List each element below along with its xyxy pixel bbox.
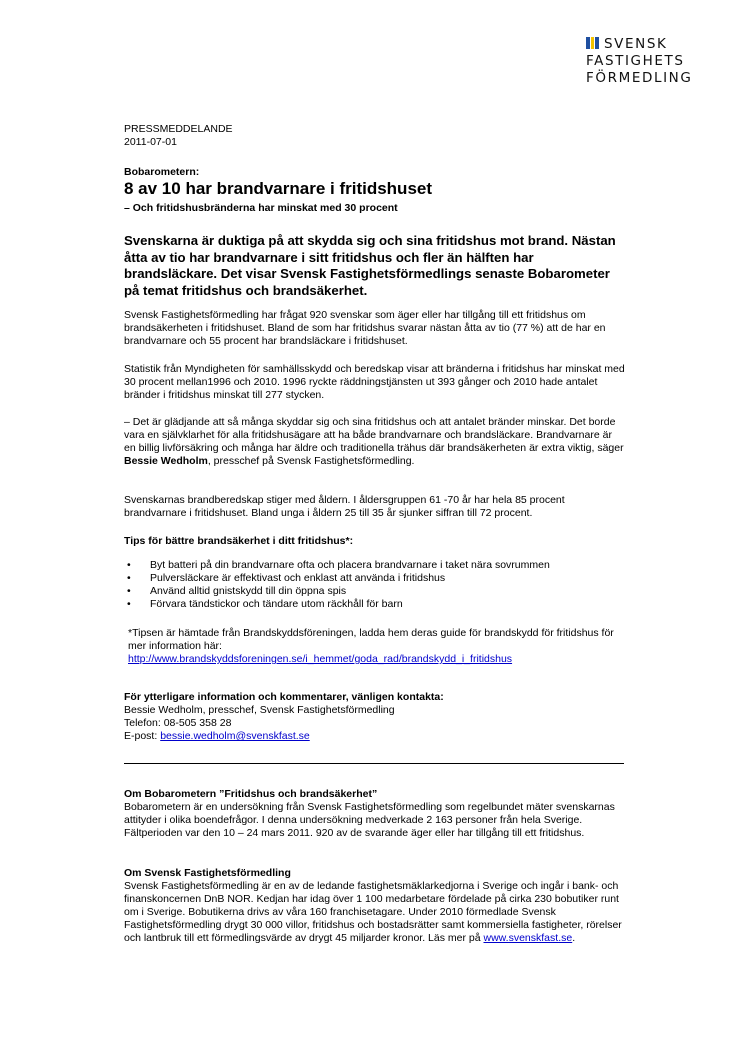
body-paragraph-2: Statistik från Myndigheten för samhällsskydd och beredskap visar att bränderna i fritidshus har minskat med 30 procent mellan1996 och 2010. 1996 ryckte räddningstjänsten ut 393 gånger och 2010 hade antalet bränder i fritidshus minskat till 277 stycken. <box>124 363 625 401</box>
email-label: E-post: <box>124 730 161 742</box>
company-logo <box>586 36 706 87</box>
contact-phone: Telefon: 08-505 358 28 <box>124 717 232 729</box>
about-bobarometern <box>124 788 626 840</box>
body-paragraph-3 <box>124 416 626 468</box>
brandskydd-link[interactable]: http://www.brandskyddsforeningen.se/i_hemmet/goda_rad/brandskydd_i_fritidshus <box>128 653 513 665</box>
logo-text-formedling: FÖRMEDLING <box>586 70 693 86</box>
divider <box>124 763 624 764</box>
subheadline: – Och fritidshusbränderna har minskat med 30 procent <box>124 202 398 214</box>
body-paragraph-1: Svensk Fastighetsförmedling har frågat 920 svenskar som äger eller har tillgång till ett fritidshus om brandsäkerheten i fritidshuset. Bland de som har fritidshus svarar nästan åtta av tio (77 %) att de har en brandvarnare och 55 procent har brandsläckare i fritidshuset. <box>124 309 606 347</box>
logo-line-1 <box>586 36 706 53</box>
svenskfast-link[interactable]: www.svenskfast.se <box>483 932 573 944</box>
logo-text-svensk: SVENSK <box>604 36 668 52</box>
tips-heading: Tips för bättre brandsäkerhet i ditt fritidshus*: <box>124 535 354 547</box>
about-company-heading: Om Svensk Fastighetsförmedling <box>124 867 291 879</box>
tips-footnote <box>128 627 626 666</box>
contact-email-link[interactable]: bessie.wedholm@svenskfast.se <box>160 730 310 742</box>
footnote-text: *Tipsen är hämtade från Brandskyddsföreningen, ladda hem deras guide för brandskydd för fritidshus för mer information här: <box>128 627 614 652</box>
tips-list <box>124 559 626 611</box>
quote-text: – Det är glädjande att så många skyddar sig och sina fritidshus och att antalet bränder minskar. Det borde vara en självklarhet för alla fritidshusägare att ha både brandvarnare och brandsläckare. Brandvarnare är en billig livförsäkring och många har äldre och traditionella trähus där brandsäkerheten är extra viktig, säger <box>124 416 624 454</box>
release-date: 2011-07-01 <box>124 136 177 148</box>
contact-block <box>124 691 626 743</box>
body-paragraph-4: Svenskarnas brandberedskap stiger med åldern. I åldersgruppen 61 -70 år har hela 85 procent brandvarnare i fritidshuset. Bland unga i åldern 25 till 35 år sjunker siffran till 72 procent. <box>124 494 565 519</box>
list-item: • Pulversläckare är effektivast och enklast att använda i fritidshus <box>124 572 626 585</box>
document-type: PRESSMEDDELANDE <box>124 123 233 135</box>
headline: 8 av 10 har brandvarnare i fritidshuset <box>124 179 433 198</box>
contact-name: Bessie Wedholm, presschef, Svensk Fastighetsförmedling <box>124 704 395 716</box>
about-company-text <box>124 880 626 945</box>
contact-email-row <box>124 730 626 743</box>
quote-speaker: Bessie Wedholm <box>124 455 208 467</box>
about-bobarometern-text: Bobarometern är en undersökning från Svensk Fastighetsförmedling som regelbundet mäter svenskarnas attityder i olika boendefrågor. I denna undersökning medverkade 2 163 personer från hela Sverige. Fältperioden var den 10 – 24 mars 2011. 920 av de svarande äger eller har tillgång till ett fritidshus. <box>124 801 615 839</box>
list-item: • Använd alltid gnistskydd till din öppna spis <box>124 585 626 598</box>
company-description: Svensk Fastighetsförmedling är en av de ledande fastighetsmäklarkedjorna i Sverige och ingår i bank- och finanskoncernen DnB NOR. Kedjan har idag över 1 100 medarbetare fördelade på cirka 230 bobutiker runt om i Sverige. Bobutikerna drivs av våra 160 franchisetagare. Under 2010 förmedlade Svensk Fastighetsförmedling drygt 30 000 villor, fritidshus och bostadsrätter samt kommersiella fastigheter, rörelser och lantbruk till ett förmedlingsvärde av drygt 45 miljarder kronor. Läs mer på <box>124 880 622 944</box>
list-item: • Förvara tändstickor och tändare utom räckhåll för barn <box>124 598 626 611</box>
contact-heading: För ytterligare information och kommentarer, vänligen kontakta: <box>124 691 444 703</box>
kicker: Bobarometern: <box>124 166 200 178</box>
swedish-flag-icon <box>586 37 599 49</box>
company-text-end: . <box>572 932 576 944</box>
logo-text-fastighets: FASTIGHETS <box>586 53 685 69</box>
about-bobarometern-heading: Om Bobarometern ”Fritidshus och brandsäkerhet” <box>124 788 378 800</box>
quote-attribution: , presschef på Svensk Fastighetsförmedling. <box>207 455 415 467</box>
lead-paragraph: Svenskarna är duktiga på att skydda sig och sina fritidshus mot brand. Nästan åtta av tio har brandvarnare i sitt fritidshus och fler än hälften har brandsläckare. Det visar Svensk Fastighetsförmedlings senaste Bobarometer på temat fritidshus och brandsäkerhet. <box>124 233 616 298</box>
list-item: • Byt batteri på din brandvarnare ofta och placera brandvarnare i taket nära sovrummen <box>124 559 626 572</box>
about-company <box>124 867 626 945</box>
